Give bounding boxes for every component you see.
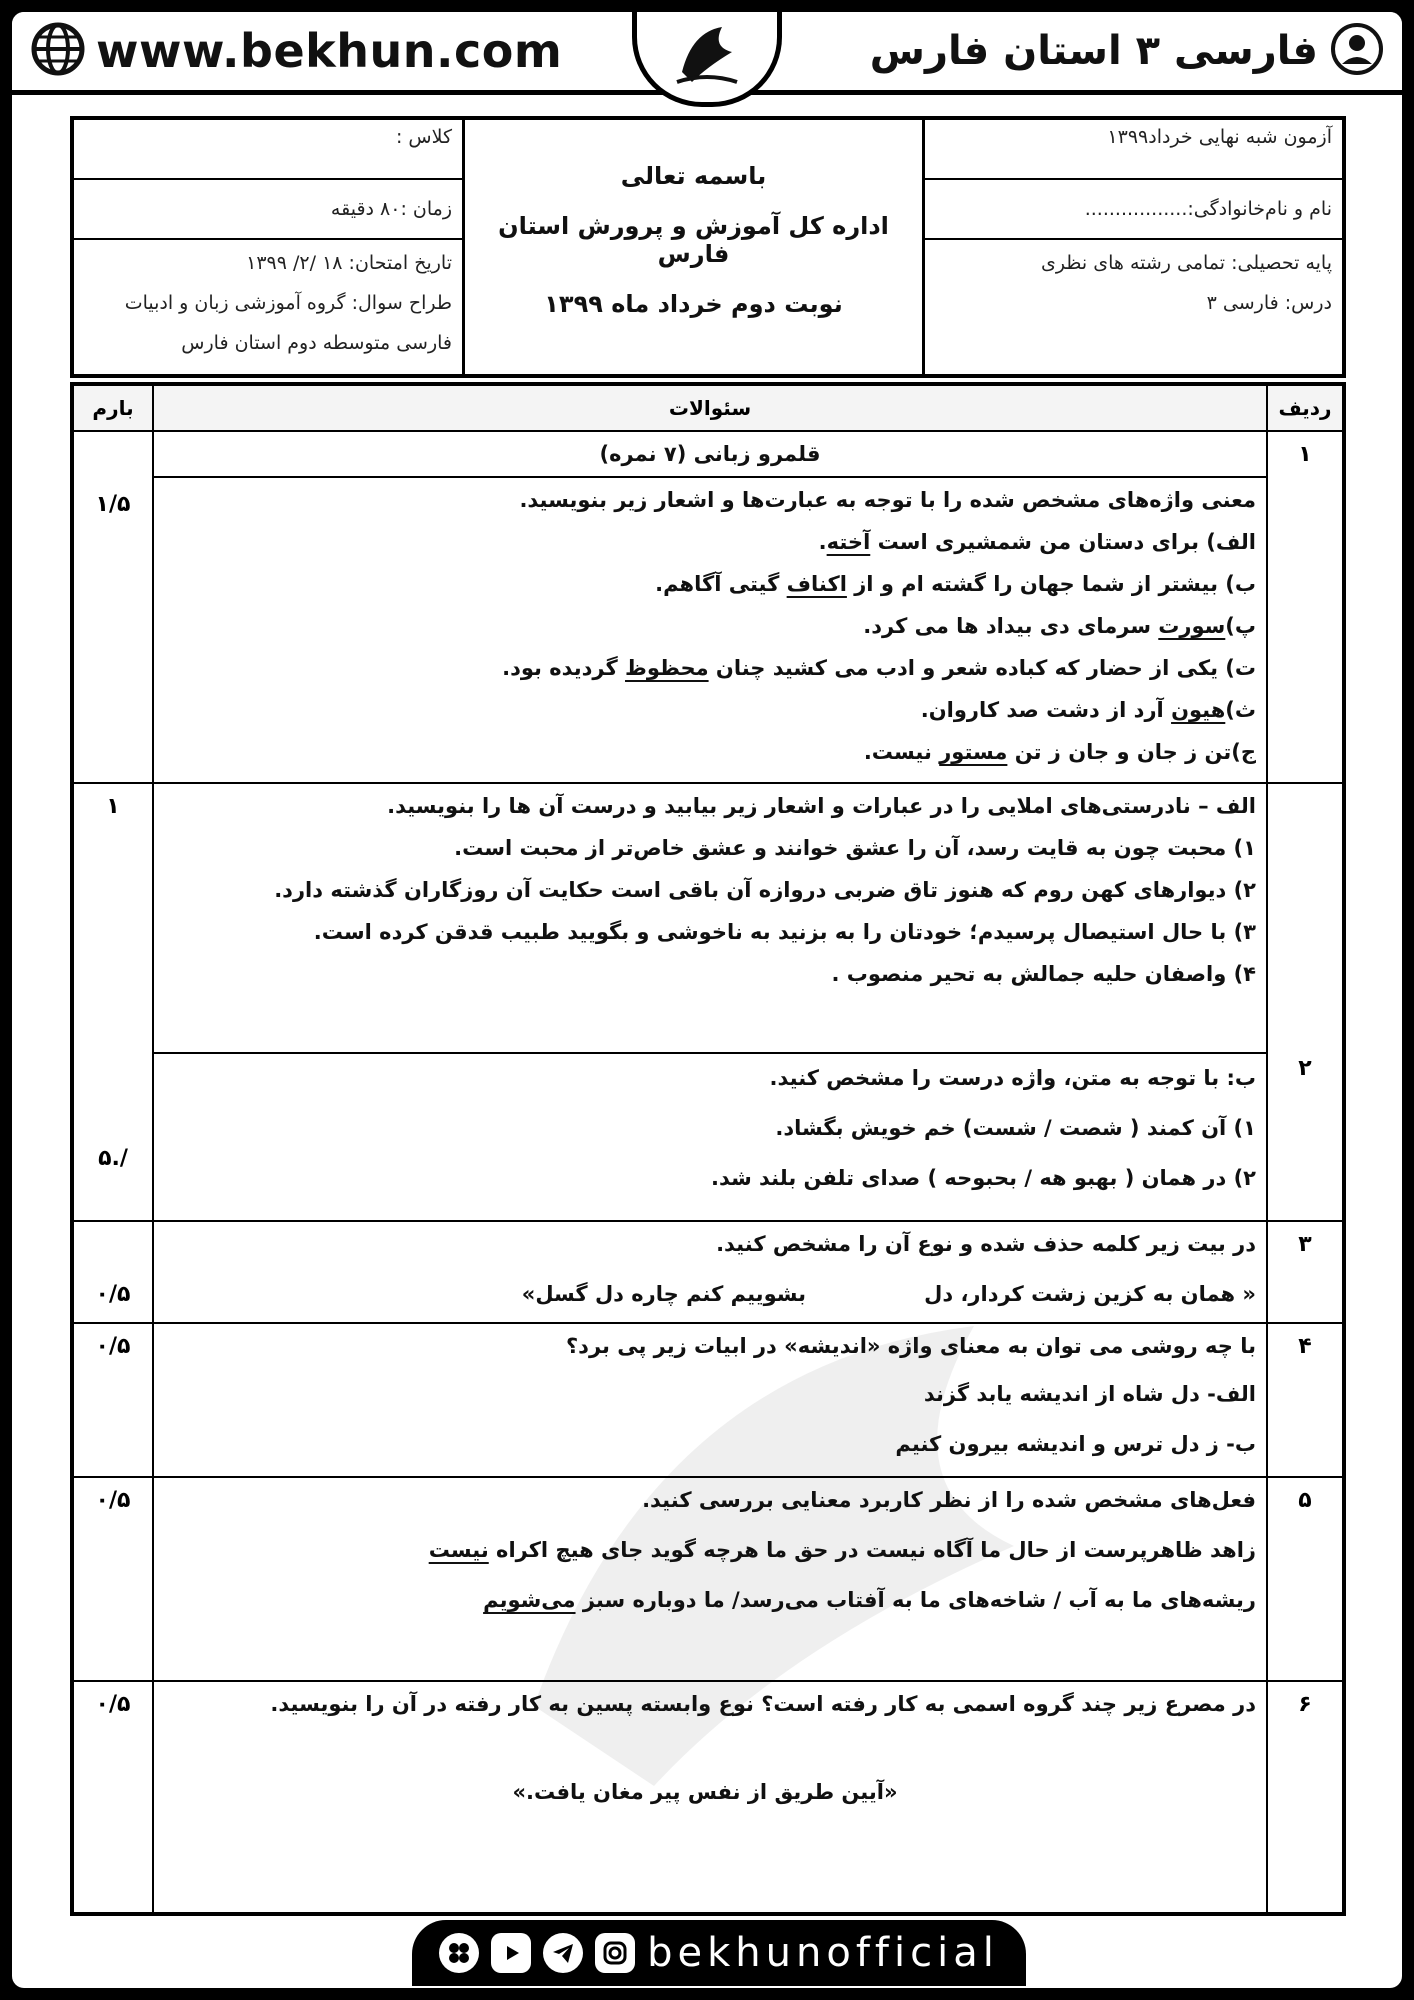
heading-basmeh: باسمه تعالی [620,162,767,190]
question-6-prompt: در مصرع زیر چند گروه اسمی به کار رفته است؟ نوع وابسته پسین به کار رفته در آن را بنویسید. [270,1692,1256,1716]
question-2a-item-1: ۱) محبت چون به قایت رسد، آن را عشق خوانند و عشق خاص‌تر از محبت است. [454,836,1256,860]
exam-info-table [70,116,1346,378]
exam-page [12,12,1402,1988]
question-4-prompt: با چه روشی می توان به معنای واژه «اندیشه» در ابیات زیر پی برد؟ [566,1334,1256,1358]
question-1-item-t: ت) یکی از حضار که کباده شعر و ادب می کشید چنان محظوظ گردیده بود. [502,656,1256,680]
info-middle-column [462,120,922,374]
col-divider-score [152,386,154,1912]
question-5-number: ۵ [1298,1488,1312,1513]
row-divider [74,430,1342,432]
question-6-score: ۰/۵ [95,1692,131,1717]
row-divider [74,1220,1342,1222]
grade-label: پایه تحصیلی: تمامی رشته های نظری [1040,252,1332,274]
castbox-icon[interactable] [439,1933,479,1973]
row-divider [152,476,1268,478]
info-left-column [74,120,462,374]
designer-line-1: طراح سوال: گروه آموزشی زبان و ادبیات [124,292,452,314]
subject-label: درس: فارسی ۳ [1206,292,1332,314]
question-1-number: ۱ [1298,442,1312,467]
question-3-verse-a: « همان به کزین زشت کردار، دل [924,1282,1256,1306]
info-right-column [922,120,1342,374]
question-2a-score: ۱ [106,794,120,819]
course-title: فارسی ۳ استان فارس [869,28,1318,74]
duration-label: زمان :۸۰ دقیقه [74,180,462,240]
question-4-number: ۴ [1298,1334,1312,1359]
question-1-item-p: پ)سورت سرمای دی بیداد ها می کرد. [863,614,1256,638]
question-2b-prompt: ب: با توجه به متن، واژه درست را مشخص کنید. [769,1066,1256,1090]
telegram-icon[interactable] [543,1933,583,1973]
questions-table [70,382,1346,1916]
question-1-score: ۱/۵ [95,492,131,517]
exam-date: تاریخ امتحان: ۱۸ /۲/ ۱۳۹۹ [246,252,452,274]
question-4-item-b: ب- ز دل ترس و اندیشه بیرون کنیم [895,1432,1256,1456]
brand-title [870,22,1384,80]
question-1-item-j: ج)تن ز جان و جان ز تن مستور نیست. [863,740,1256,764]
question-2-number: ۲ [1298,1056,1312,1081]
heading-org: اداره کل آموزش و پرورش استان فارس [498,212,889,268]
question-5-prompt: فعل‌های مشخص شده را از نظر کاربرد معنایی بررسی کنید. [642,1488,1256,1512]
row-divider [74,782,1342,784]
question-5-line-1: زاهد ظاهرپرست از حال ما آگاه نیست در حق ما هرچه گوید جای هیچ اکراه نیست [428,1538,1256,1562]
row-divider [74,1476,1342,1478]
question-2b-item-1: ۱) آن کمند ( شصت / شست) خم خویش بگشاد. [775,1116,1256,1140]
social-footer [412,1920,1026,1986]
question-4-item-a: الف- دل شاه از اندیشه یابد گزند [923,1382,1256,1406]
question-1-item-b: ب) بیشتر از شما جهان را گشته ام و از اکناف گیتی آگاهم. [655,572,1256,596]
header-row-number: ردیف [1268,386,1342,430]
globe-icon [30,21,86,81]
question-3-verse-b: بشوییم کنم چاره دل گسل» [521,1282,806,1306]
question-1-prompt: معنی واژه‌های مشخص شده را با توجه به عبارت‌ها و اشعار زیر بنویسید. [519,488,1256,512]
question-2a-item-2: ۲) دیوارهای کهن روم که هنوز تاق ضربی دروازه آن باقی است حکایت آن روزگاران گذشته دارد. [274,878,1256,902]
question-1-item-s: ث)هیون آرد از دشت صد کاروان. [920,698,1256,722]
section-title: قلمرو زبانی (۷ نمره) [599,442,821,466]
header-score: بارم [74,386,152,430]
question-2a-item-3: ۳) با حال استیصال پرسیدم؛ خودتان را به بزنید به ناخوشی و بگویید طبیب قدقن کرده است. [313,920,1256,944]
question-2a-prompt: الف – نادرستی‌های املایی را در عبارات و اشعار زیر بیابید و درست آن ها را بنویسید. [387,794,1256,818]
question-6-quote: «آیین طریق از نفس پیر مغان یافت.» [512,1780,898,1804]
question-3-prompt: در بیت زیر کلمه حذف شده و نوع آن را مشخص کنید. [716,1232,1256,1256]
question-2b-item-2: ۲) در همان ( بهبو هه / بحبوحه ) صدای تلفن بلند شد. [710,1166,1256,1190]
header-questions: سئوالات [154,386,1266,430]
question-2b-score: /.۵ [98,1146,128,1171]
question-3-number: ۳ [1298,1232,1312,1257]
question-6-number: ۶ [1298,1692,1312,1717]
class-field[interactable]: کلاس : [74,120,462,180]
row-divider [74,1680,1342,1682]
question-3-score: ۰/۵ [95,1282,131,1307]
top-banner [12,12,1402,95]
social-handle[interactable]: bekhunofficial [647,1930,999,1976]
student-name-field[interactable]: نام و نام‌خانوادگی:................. [925,180,1342,240]
website-url: www.bekhun.com [96,24,563,78]
question-1-item-a: الف) برای دستان من شمشیری است آخته. [818,530,1256,554]
user-icon [1330,22,1384,80]
designer-line-2: فارسی متوسطه دوم استان فارس [181,332,452,354]
youtube-icon[interactable] [491,1933,531,1973]
question-4-score: ۰/۵ [95,1334,131,1359]
question-2a-item-4: ۴) واصفان حلیه جمالش به تحیر منصوب . [831,962,1256,986]
bekhun-logo [632,12,782,107]
question-5-line-2: ریشه‌های ما به آب / شاخه‌های ما به آفتاب می‌رسد/ ما دوباره سبز می‌شویم [483,1588,1256,1612]
col-divider-row [1266,386,1268,1912]
row-divider [74,1322,1342,1324]
question-5-score: ۰/۵ [95,1488,131,1513]
heading-session: نوبت دوم خرداد ماه ۱۳۹۹ [544,290,843,318]
exam-name: آزمون شبه نهایی خرداد۱۳۹۹ [925,120,1342,180]
instagram-icon[interactable] [595,1933,635,1973]
website-link[interactable] [30,22,562,80]
row-divider [152,1052,1268,1054]
